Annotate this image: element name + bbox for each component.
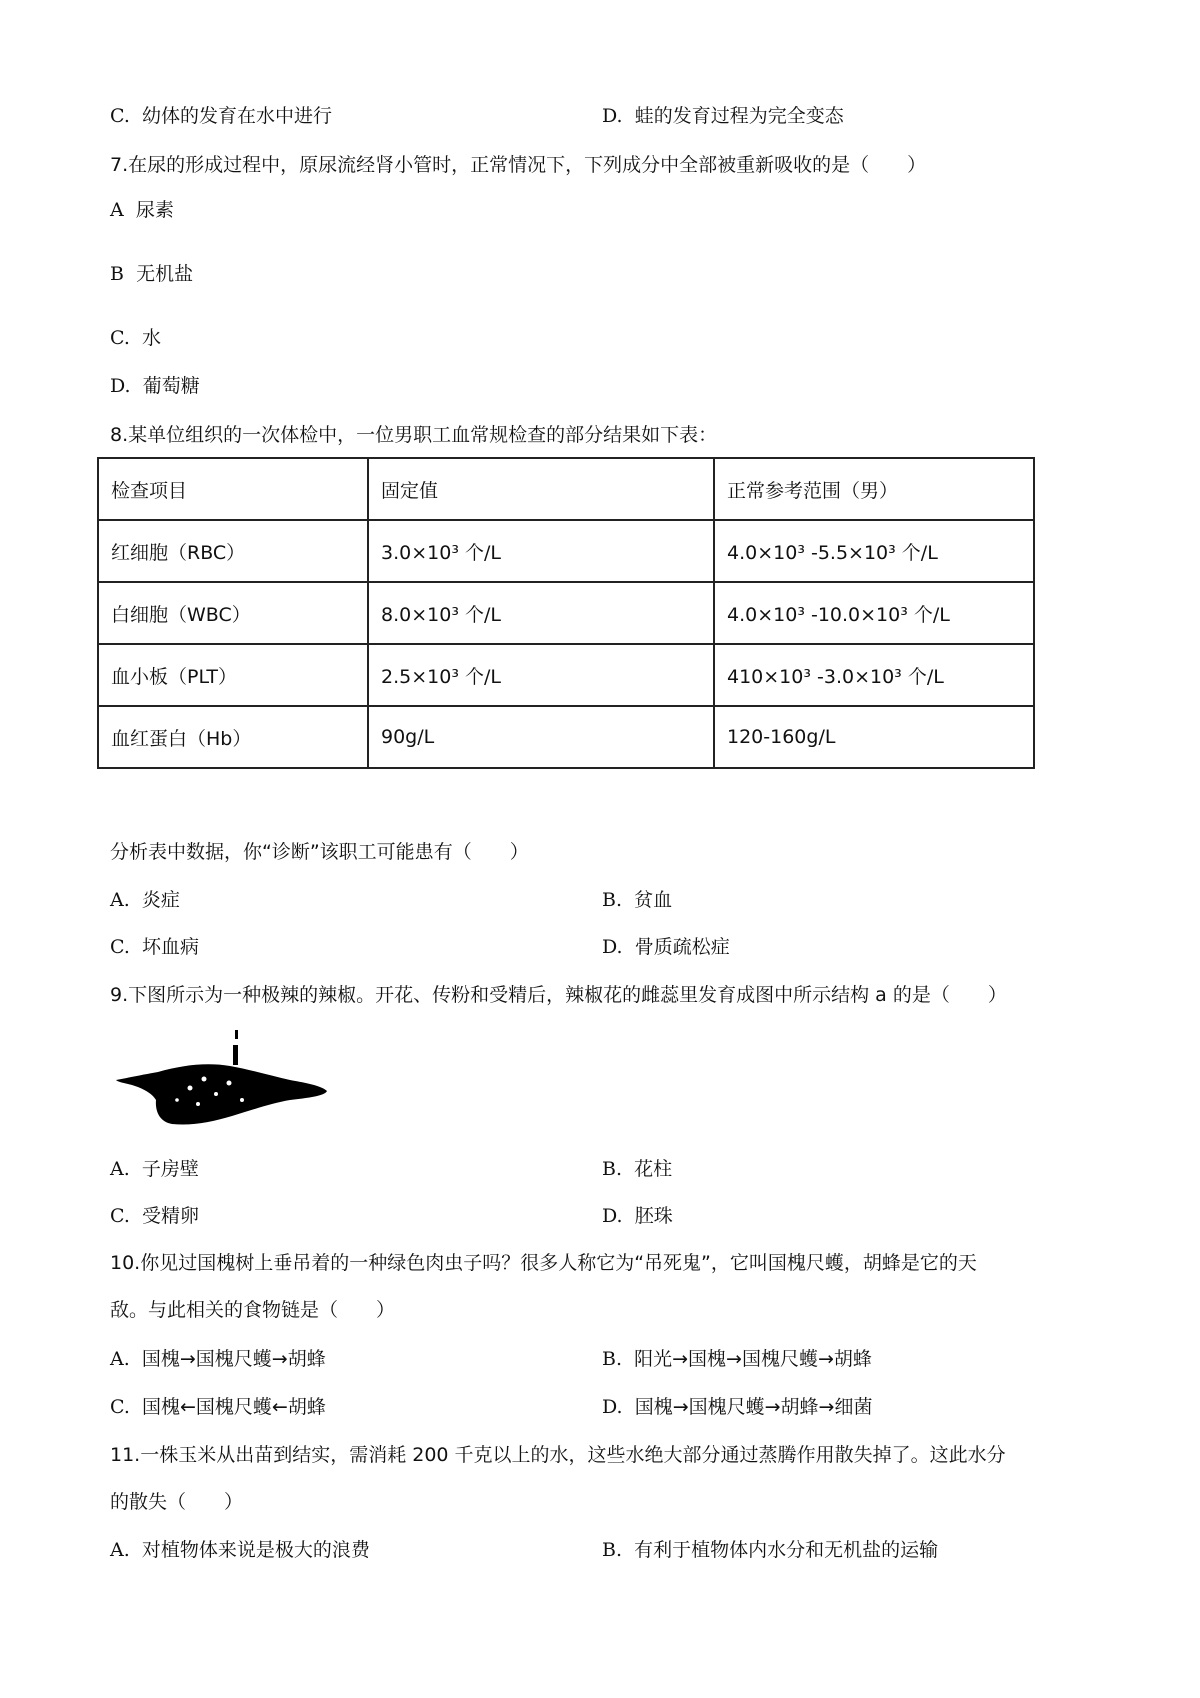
option-text: 骨质疏松症 <box>634 936 730 958</box>
option-text: 蛙的发育过程为完全变态 <box>634 105 844 127</box>
option-text: 幼体的发育在水中进行 <box>142 105 333 127</box>
table-cell: 4.0×10³ -5.5×10³ 个/L <box>714 520 1034 582</box>
blood-test-table <box>97 457 1035 769</box>
option-label: A. <box>110 1348 130 1370</box>
table-header-cell: 检查项目 <box>98 458 368 520</box>
option-label: A. <box>110 1539 130 1561</box>
option-text: 水 <box>142 327 162 349</box>
option-text: 国槐→国槐尺蠖→胡蜂→细菌 <box>634 1396 873 1418</box>
table-cell: 血红蛋白（Hb） <box>98 706 368 768</box>
table-cell: 2.5×10³ 个/L <box>368 644 714 706</box>
table-cell: 120-160g/L <box>714 706 1034 768</box>
q7-stem: 7.在尿的形成过程中，原尿流经肾小管时，正常情况下，下列成分中全部被重新吸收的是（ ） <box>110 154 927 176</box>
option-label: C. <box>110 1396 130 1418</box>
q8-stem: 8.某单位组织的一次体检中，一位男职工血常规检查的部分结果如下表： <box>110 424 718 446</box>
q8-option-c[interactable] <box>110 935 199 959</box>
table-cell: 8.0×10³ 个/L <box>368 582 714 644</box>
option-label: D. <box>602 1396 623 1418</box>
option-label: B. <box>602 1348 623 1370</box>
q10-option-b[interactable] <box>602 1347 872 1371</box>
q9-option-d[interactable] <box>602 1204 673 1228</box>
option-label: A <box>110 199 124 221</box>
q11-option-b[interactable] <box>602 1538 938 1562</box>
option-text: 炎症 <box>141 889 180 911</box>
option-label: C. <box>110 1205 130 1227</box>
table-row <box>98 644 1034 706</box>
q8-option-d[interactable] <box>602 935 730 959</box>
q10-option-d[interactable] <box>602 1395 872 1419</box>
table-cell: 4.0×10³ -10.0×10³ 个/L <box>714 582 1034 644</box>
table-cell: 白细胞（WBC） <box>98 582 368 644</box>
q10-option-a[interactable] <box>110 1347 326 1371</box>
table-header-cell: 固定值 <box>368 458 714 520</box>
option-label: C. <box>110 327 130 349</box>
option-label: D. <box>602 105 623 127</box>
table-row <box>98 706 1034 768</box>
table-header-row <box>98 458 1034 520</box>
option-label: B. <box>602 1539 623 1561</box>
option-label: B. <box>602 1158 623 1180</box>
option-text: 胚珠 <box>634 1205 673 1227</box>
option-label: D. <box>602 1205 623 1227</box>
q9-stem: 9.下图所示为一种极辣的辣椒。开花、传粉和受精后，辣椒花的雌蕊里发育成图中所示结构 a 的是（ ） <box>110 984 1007 1006</box>
option-label: D. <box>110 375 131 397</box>
option-label: B <box>110 263 124 285</box>
q11-stem-line1: 11.一株玉米从出苗到结实，需消耗 200 千克以上的水，这些水绝大部分通过蒸腾作用散失掉了。这此水分 <box>110 1444 1006 1466</box>
table-cell: 红细胞（RBC） <box>98 520 368 582</box>
q7-option-c[interactable] <box>110 326 161 350</box>
option-label: B. <box>602 889 623 911</box>
option-text: 子房壁 <box>141 1158 199 1180</box>
option-label: C. <box>110 936 130 958</box>
q11-option-a[interactable] <box>110 1538 370 1562</box>
q9-option-c[interactable] <box>110 1204 199 1228</box>
option-text: 受精卵 <box>142 1205 200 1227</box>
table-cell: 血小板（PLT） <box>98 644 368 706</box>
q8-question: 分析表中数据，你“诊断”该职工可能患有（ ） <box>110 841 529 863</box>
option-text: 国槐←国槐尺蠖←胡蜂 <box>142 1396 326 1418</box>
option-text: 尿素 <box>135 199 174 221</box>
q7-option-a[interactable] <box>110 198 174 222</box>
option-label: A. <box>110 1158 130 1180</box>
q11-stem-line2: 的散失（ ） <box>110 1491 244 1513</box>
table-row <box>98 582 1034 644</box>
q10-stem-line2: 敌。与此相关的食物链是（ ） <box>110 1299 396 1321</box>
option-text: 花柱 <box>634 1158 673 1180</box>
q7-option-b[interactable] <box>110 262 193 286</box>
option-text: 葡萄糖 <box>142 375 200 397</box>
q6-option-d[interactable] <box>602 104 844 128</box>
q10-stem-line1: 10.你见过国槐树上垂吊着的一种绿色肉虫子吗？很多人称它为“吊死鬼”，它叫国槐尺蠖，胡蜂是它的天 <box>110 1252 977 1274</box>
option-text: 国槐→国槐尺蠖→胡蜂 <box>141 1348 326 1370</box>
table-cell: 3.0×10³ 个/L <box>368 520 714 582</box>
q6-option-c[interactable] <box>110 104 332 128</box>
q10-option-c[interactable] <box>110 1395 326 1419</box>
option-text: 阳光→国槐→国槐尺蠖→胡蜂 <box>634 1348 872 1370</box>
option-text: 对植物体来说是极大的浪费 <box>141 1539 370 1561</box>
option-label: D. <box>602 936 623 958</box>
table-row <box>98 520 1034 582</box>
chili-pepper-icon <box>112 1030 332 1134</box>
table-cell: 90g/L <box>368 706 714 768</box>
table-cell: 410×10³ -3.0×10³ 个/L <box>714 644 1034 706</box>
q7-option-d[interactable] <box>110 374 200 398</box>
option-text: 有利于植物体内水分和无机盐的运输 <box>634 1539 939 1561</box>
q9-option-b[interactable] <box>602 1157 672 1181</box>
option-text: 贫血 <box>634 889 673 911</box>
q8-option-a[interactable] <box>110 888 180 912</box>
option-label: A. <box>110 889 130 911</box>
table-header-cell: 正常参考范围（男） <box>714 458 1034 520</box>
q8-option-b[interactable] <box>602 888 672 912</box>
option-text: 坏血病 <box>142 936 200 958</box>
q9-option-a[interactable] <box>110 1157 199 1181</box>
option-label: C. <box>110 105 130 127</box>
option-text: 无机盐 <box>136 263 194 285</box>
